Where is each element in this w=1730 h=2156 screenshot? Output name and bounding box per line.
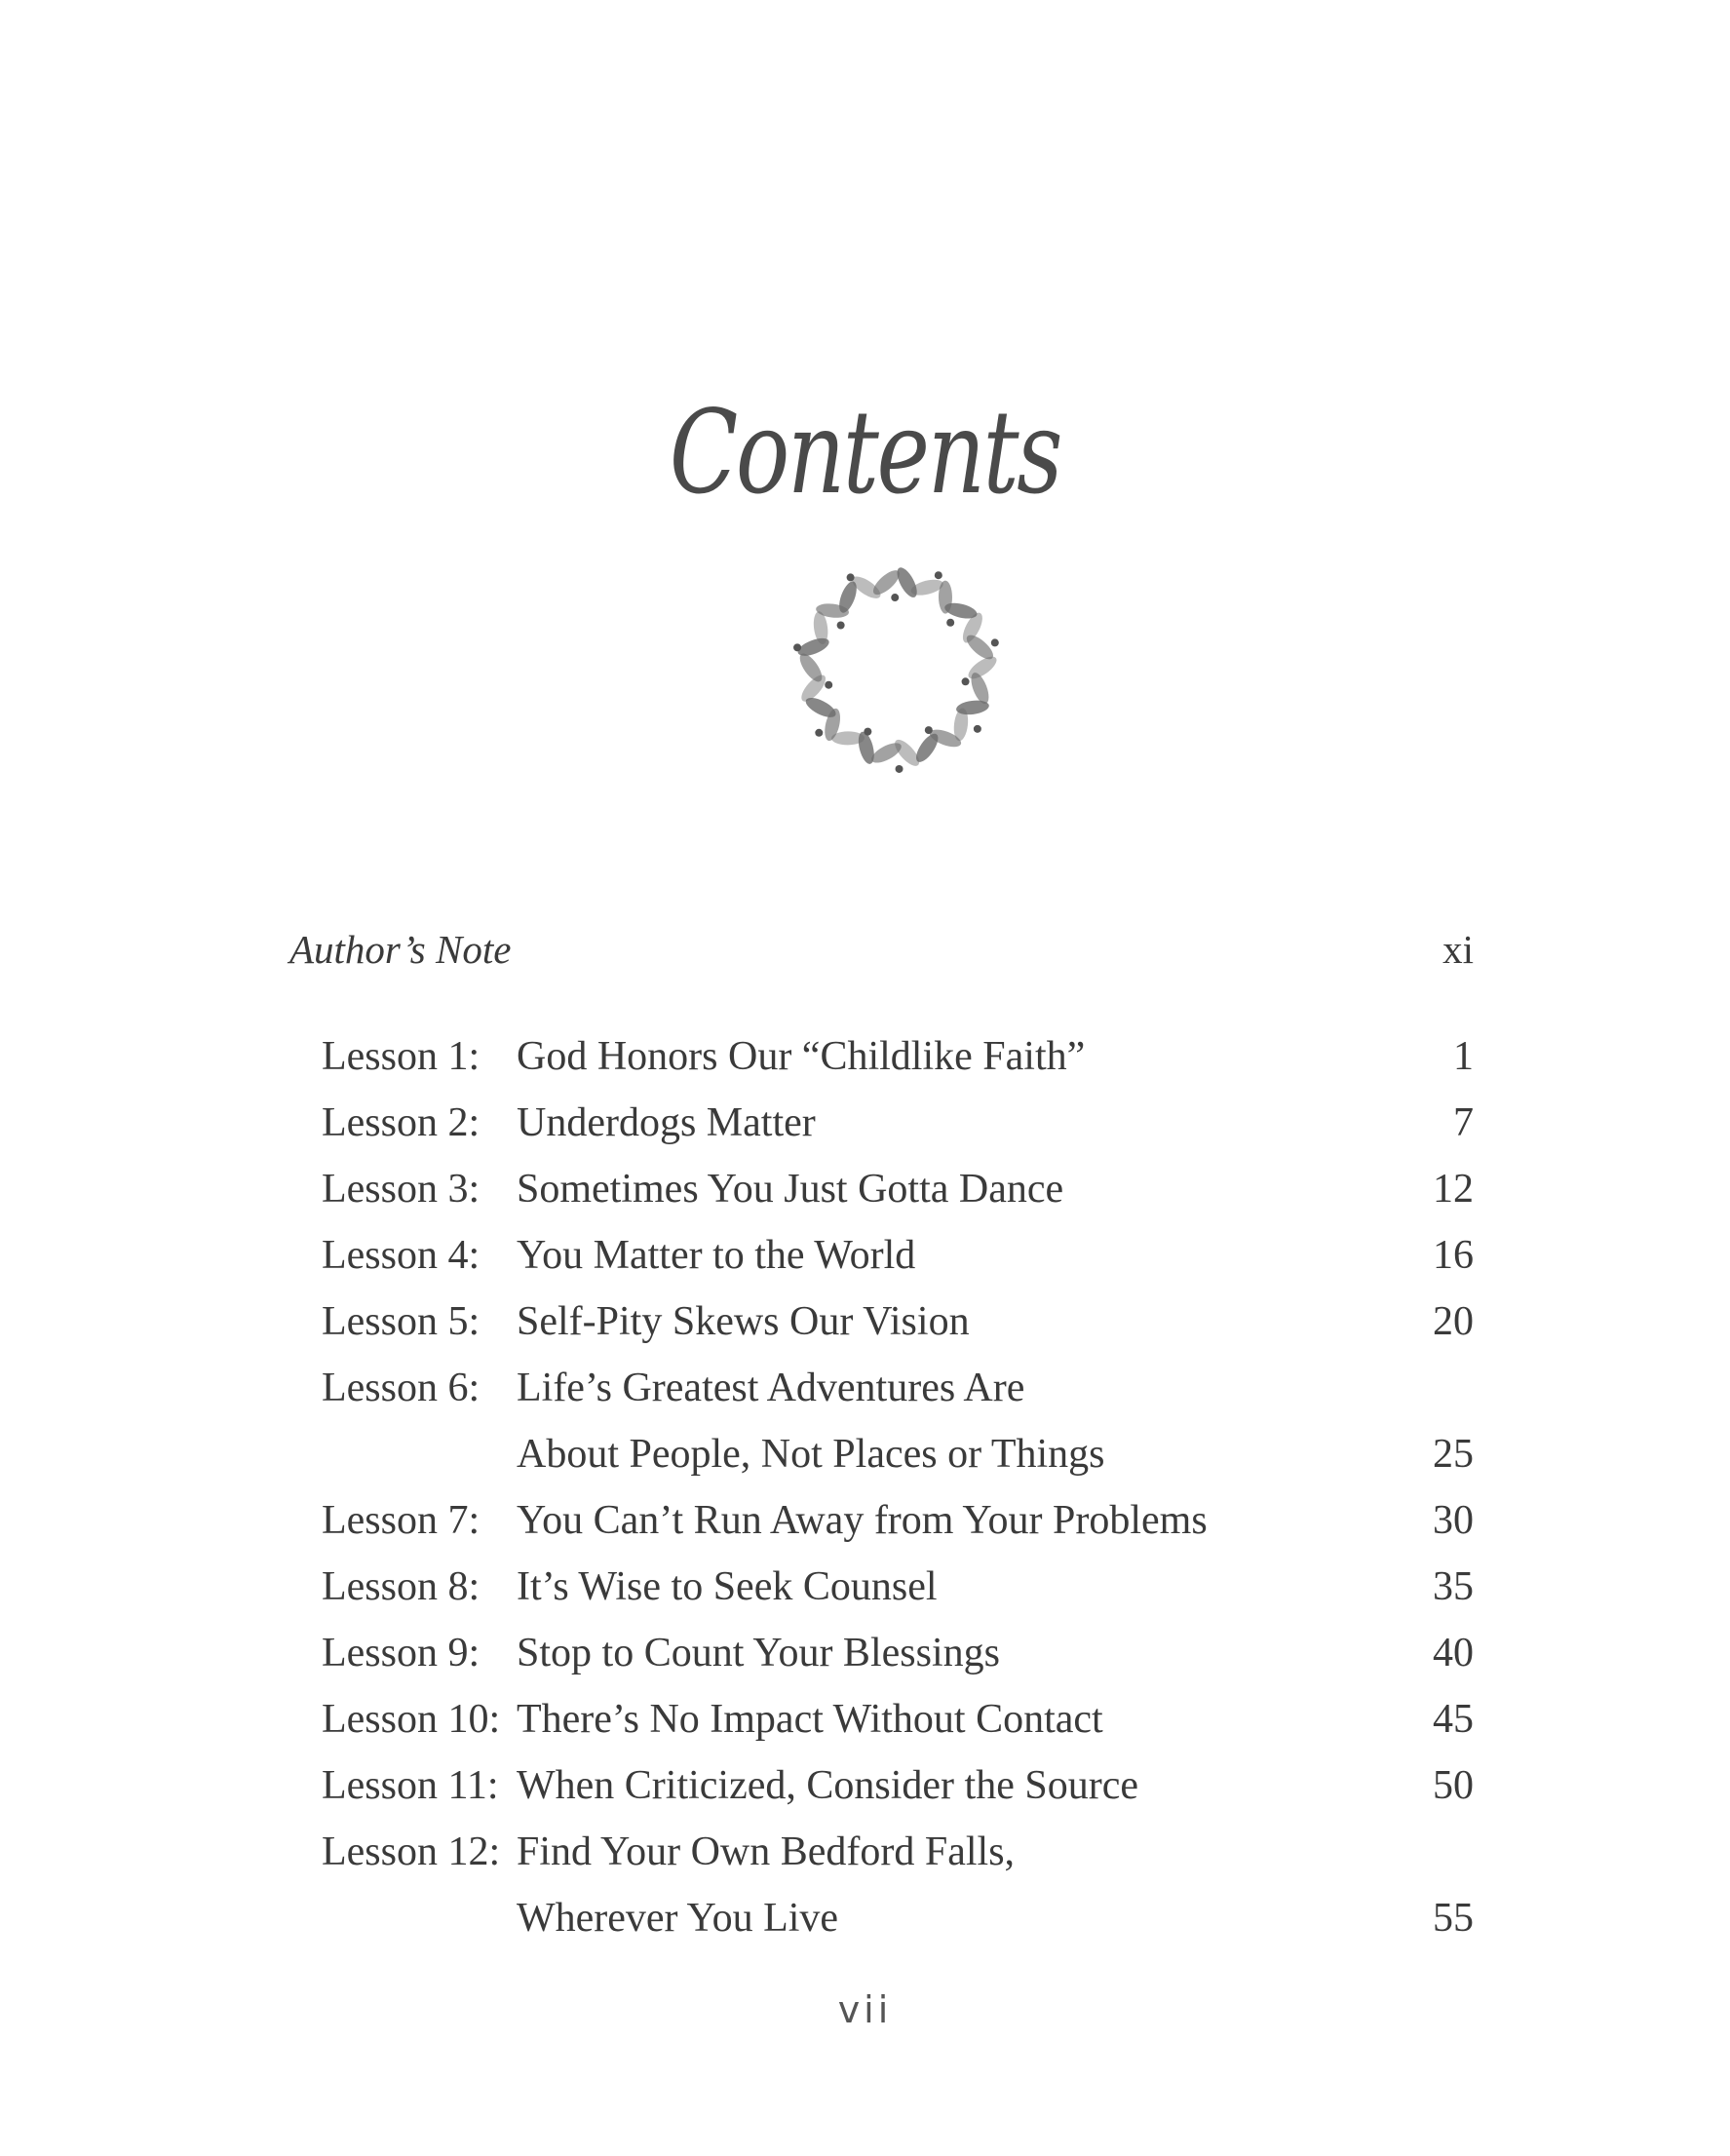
lesson-title: Life’s Greatest Adventures Are: [517, 1366, 1025, 1410]
lesson-number: Lesson 9:: [322, 1631, 481, 1675]
toc-row[interactable]: [322, 1222, 1474, 1289]
lesson-number: Lesson 12:: [322, 1829, 501, 1874]
table-of-contents: [322, 1023, 1474, 1951]
lesson-title: You Matter to the World: [517, 1233, 916, 1278]
author-note-page: xi: [1442, 927, 1474, 972]
lesson-number: Lesson 2:: [322, 1100, 481, 1145]
lesson-number: Lesson 6:: [322, 1366, 481, 1410]
author-note-entry[interactable]: [289, 926, 1474, 984]
wreath-icon: [775, 546, 1019, 789]
lesson-title: Sometimes You Just Gotta Dance: [517, 1167, 1064, 1212]
lesson-title: You Can’t Run Away from Your Problems: [517, 1498, 1208, 1543]
lesson-number: Lesson 4:: [322, 1233, 481, 1278]
toc-row[interactable]: [322, 1487, 1474, 1554]
lesson-page: 55: [1433, 1896, 1474, 1941]
toc-row[interactable]: [322, 1686, 1474, 1752]
lesson-title: God Honors Our “Childlike Faith”: [517, 1034, 1086, 1079]
lesson-number: Lesson 11:: [322, 1763, 499, 1808]
lesson-title: Self-Pity Skews Our Vision: [517, 1299, 970, 1344]
toc-row[interactable]: [322, 1289, 1474, 1355]
lesson-number: Lesson 3:: [322, 1167, 481, 1212]
lesson-number: Lesson 8:: [322, 1564, 481, 1609]
page-title: Contents: [669, 385, 1061, 520]
toc-row-continuation[interactable]: [322, 1421, 1474, 1487]
lesson-page: 50: [1433, 1763, 1474, 1808]
lesson-page: 45: [1433, 1697, 1474, 1742]
toc-row-continuation[interactable]: [322, 1885, 1474, 1951]
page-number: vii: [837, 1988, 893, 2031]
lesson-title: Underdogs Matter: [517, 1100, 816, 1145]
lesson-page: 20: [1433, 1299, 1474, 1344]
lesson-title: Find Your Own Bedford Falls,: [517, 1829, 1016, 1874]
lesson-page: 16: [1433, 1233, 1474, 1278]
toc-row[interactable]: [322, 1752, 1474, 1819]
toc-row[interactable]: [322, 1554, 1474, 1620]
lesson-title: Wherever You Live: [517, 1896, 839, 1941]
toc-row[interactable]: [322, 1819, 1474, 1885]
lesson-page: 25: [1433, 1432, 1474, 1477]
lesson-title: Stop to Count Your Blessings: [517, 1631, 1000, 1675]
lesson-number: Lesson 10:: [322, 1697, 501, 1742]
lesson-page: 12: [1433, 1167, 1474, 1212]
lesson-number: Lesson 5:: [322, 1299, 481, 1344]
toc-row[interactable]: [322, 1156, 1474, 1222]
lesson-page: 30: [1433, 1498, 1474, 1543]
lesson-title: It’s Wise to Seek Counsel: [517, 1564, 938, 1609]
lesson-title: When Criticized, Consider the Source: [517, 1763, 1138, 1808]
lesson-page: 1: [1453, 1034, 1474, 1079]
lesson-number: Lesson 7:: [322, 1498, 481, 1543]
toc-row[interactable]: [322, 1620, 1474, 1686]
author-note-label: Author’s Note: [289, 927, 512, 972]
lesson-number: Lesson 1:: [322, 1034, 481, 1079]
lesson-title: About People, Not Places or Things: [517, 1432, 1105, 1477]
lesson-page: 40: [1433, 1631, 1474, 1675]
toc-row[interactable]: [322, 1090, 1474, 1156]
toc-row[interactable]: [322, 1023, 1474, 1090]
lesson-title: There’s No Impact Without Contact: [517, 1697, 1103, 1742]
lesson-page: 35: [1433, 1564, 1474, 1609]
toc-row[interactable]: [322, 1355, 1474, 1421]
lesson-page: 7: [1453, 1100, 1474, 1145]
